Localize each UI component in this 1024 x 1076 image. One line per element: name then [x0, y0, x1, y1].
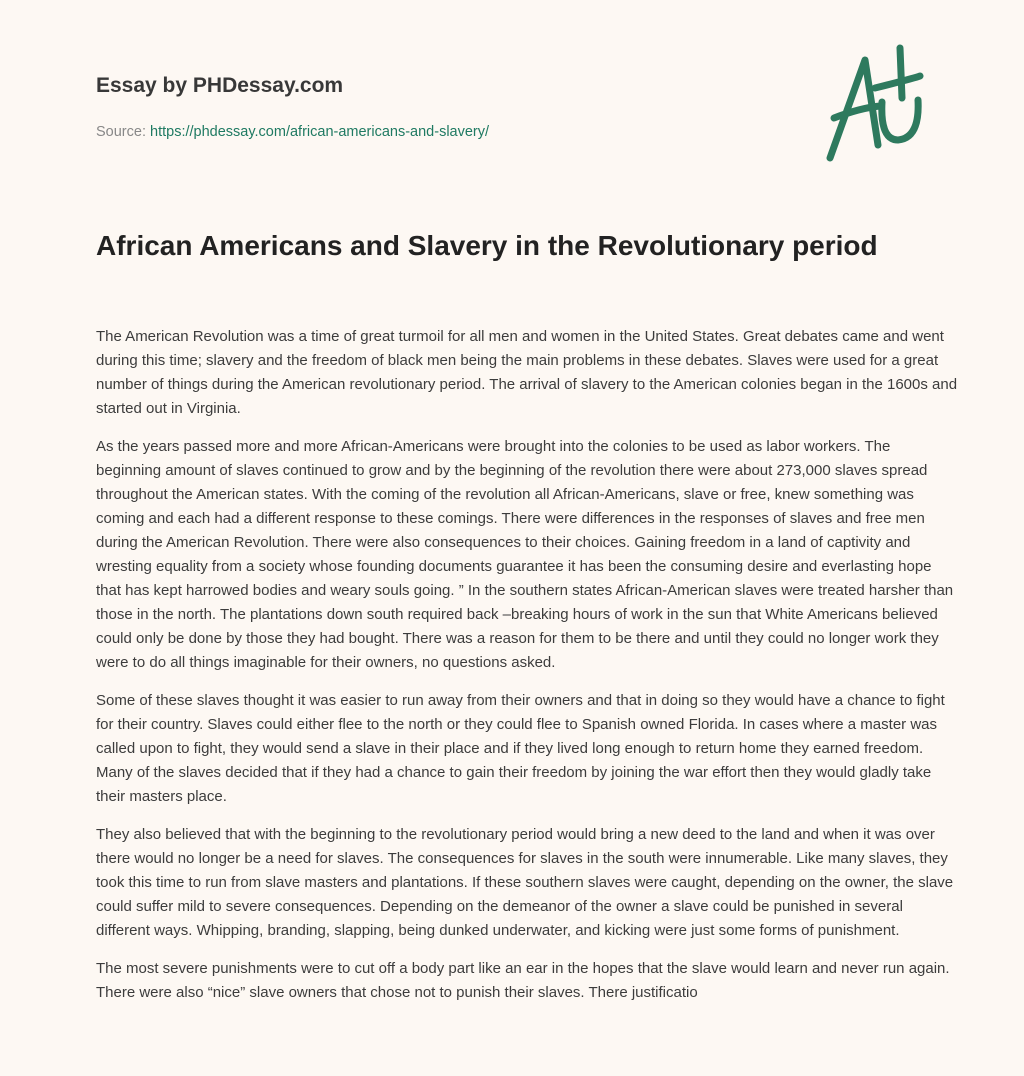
paragraph: The American Revolution was a time of great turmoil for all men and women in the United States. Great debates came and went during this time; slavery and the freedom of black men being the main problems in these debates. Slaves were used for a great number of things during the American revolutionary period. The arrival of slavery to the American colonies began in the 1600s and started out in Virginia.: [96, 328, 958, 417]
article-body: [96, 325, 958, 1019]
paragraph: They also believed that with the beginning to the revolutionary period would bring a new deed to the land and when it was over there would no longer be a need for slaves. The consequences for slaves in the south were innumerable. Like many slaves, they took this time to run from slave masters and plantations. If these southern slaves were caught, depending on the owner, the slave could suffer mild to severe consequences. Depending on the demeanor of the owner a slave could be punished in several different ways. Whipping, branding, slapping, being dunked underwater, and kicking were just some forms of punishment.: [96, 826, 954, 939]
paragraph: Some of these slaves thought it was easier to run away from their owners and that in doing so they would have a chance to fight for their country. Slaves could either flee to the north or they could flee to Spanish owned Florida. In cases where a master was called upon to fight, they would send a slave in their place and if they lived long enough to return home they earned freedom. Many of the slaves decided that if they had a chance to gain their freedom by joining the war effort then they would gladly take their masters place.: [96, 692, 945, 805]
article-title: African Americans and Slavery in the Revolutionary period: [96, 230, 878, 261]
source-line: [96, 124, 489, 140]
paragraph: As the years passed more and more African-Americans were brought into the colonies to be used as labor workers. The beginning amount of slaves continued to grow and by the beginning of the revolution there were about 273,000 slaves spread throughout the American states. With the coming of the revolution all African-Americans, slave or free, knew something was coming and each had a different response to these comings. There were differences in the responses of slaves and free men during the American Revolution. There were also consequences to their choices. Gaining freedom in a land of captivity and wresting equality from a society whose founding documents guarantee it has been the consuming desire and everlasting hope that has kept harrowed bodies and weary souls going. ” In the southern states African-American slaves were treated harsher than those in the north. The plantations down south required back –breaking hours of work in the sun that White Americans believed could only be done by those they had bought. There was a reason for them to be there and until they could no longer work they were to do all things imaginable for their owners, no questions asked.: [96, 438, 954, 671]
source-link[interactable]: https://phdessay.com/african-americans-and-slavery/: [150, 124, 490, 140]
site-brand: Essay by PHDessay.com: [96, 74, 344, 97]
a-plus-logo-icon: [820, 40, 930, 165]
header: [96, 74, 343, 98]
source-label: Source:: [96, 124, 146, 140]
paragraph: The most severe punishments were to cut off a body part like an ear in the hopes that the slave would learn and never run again. There were also “nice” slave owners that chose not to punish their slaves. There justificatio: [96, 960, 950, 1001]
